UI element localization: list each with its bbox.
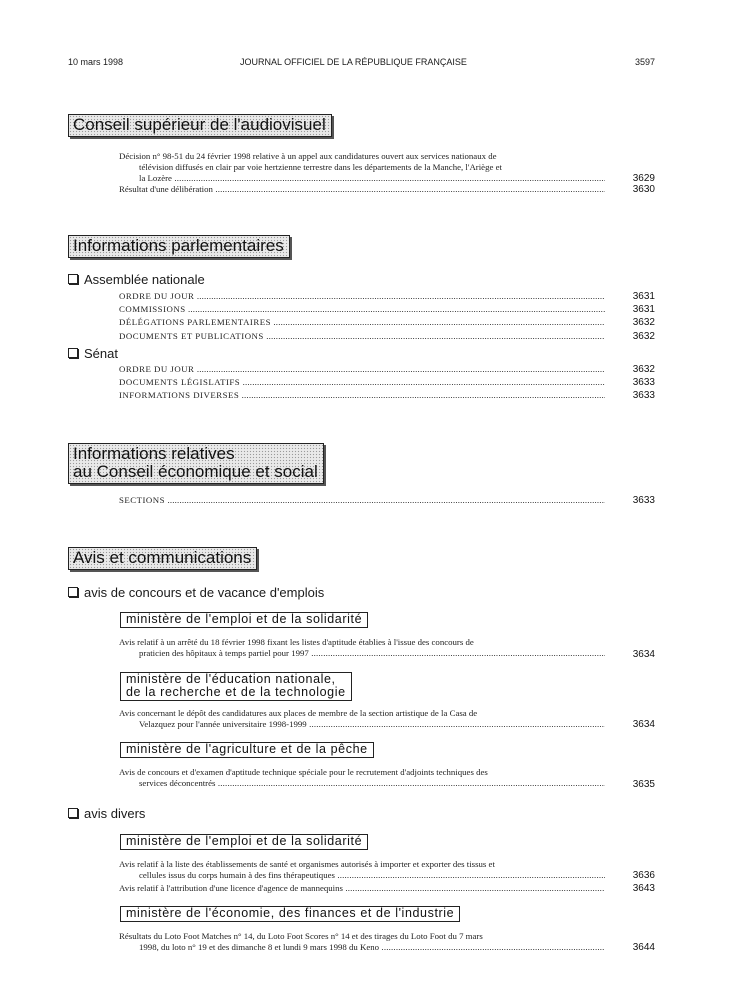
toc-entry xyxy=(119,151,605,184)
checkbox-bullet-icon xyxy=(68,587,78,597)
entry-line: DOCUMENTS LÉGISLATIFS ..... xyxy=(119,377,605,388)
entry-line: Avis relatif à un arrêté du 18 février 1998 fixant les listes d'aptitude établies à l'issue des concours de xyxy=(119,637,474,647)
entry-line: Résultat d'une délibération ..... xyxy=(119,184,605,195)
entry-line: Velazquez pour l'année universitaire 1998-1999 ..... xyxy=(119,719,605,730)
category-label: Sénat xyxy=(84,346,118,361)
ministry-name: de la recherche et de la technologie xyxy=(126,685,346,699)
page-ref: 3632 xyxy=(632,317,655,328)
section-title: Avis et communications xyxy=(73,548,252,567)
page-ref: 3629 xyxy=(632,173,655,184)
toc-entry xyxy=(119,331,605,342)
section-title-line: Informations relatives xyxy=(73,444,235,463)
entry-line: la Lozère ..... xyxy=(119,173,605,184)
toc-entry xyxy=(119,495,605,506)
entry-line: Avis concernant le dépôt des candidatures aux places de membre de la section artistique de la Casa de xyxy=(119,708,478,718)
toc-entry xyxy=(119,184,605,195)
category-heading-assemblee xyxy=(68,272,205,287)
entry-line: INFORMATIONS DIVERSES ..... xyxy=(119,390,605,401)
section-title-line: au Conseil économique et social xyxy=(73,462,318,481)
toc-entry xyxy=(119,883,605,894)
page-ref: 3631 xyxy=(632,291,655,302)
page-ref: 3643 xyxy=(632,883,655,894)
toc-entry xyxy=(119,390,605,401)
entry-line: Décision n° 98-51 du 24 février 1998 relative à un appel aux candidatures ouvert aux services nationaux de xyxy=(119,151,497,161)
page-ref: 3634 xyxy=(632,719,655,730)
ministry-name: ministère de l'économie, des finances et de l'industrie xyxy=(126,906,455,920)
ministry-name: ministère de l'emploi et de la solidarité xyxy=(126,612,363,626)
checkbox-bullet-icon xyxy=(68,348,78,358)
ministry-box-emploi xyxy=(120,612,368,628)
entry-line: Avis de concours et d'examen d'aptitude technique spéciale pour le recrutement d'adjoints techniques des xyxy=(119,767,488,777)
toc-entry xyxy=(119,767,605,789)
ministry-name: ministère de l'éducation nationale, xyxy=(126,672,336,686)
page-ref: 3644 xyxy=(632,942,655,953)
category-heading-divers xyxy=(68,806,145,821)
page-ref: 3634 xyxy=(632,649,655,660)
header-page-number: 3597 xyxy=(634,57,655,67)
checkbox-bullet-icon xyxy=(68,274,78,284)
section-banner-ces xyxy=(68,443,324,484)
category-label: avis de concours et de vacance d'emplois xyxy=(84,585,325,600)
section-banner-parlementaires xyxy=(68,235,290,258)
page-ref: 3633 xyxy=(632,495,655,506)
entry-line: ORDRE DU JOUR ..... xyxy=(119,364,605,375)
ministry-name: ministère de l'agriculture et de la pêche xyxy=(126,742,368,756)
checkbox-bullet-icon xyxy=(68,808,78,818)
page-ref: 3632 xyxy=(632,331,655,342)
header-date: 10 mars 1998 xyxy=(68,57,124,67)
ministry-box-education xyxy=(120,672,352,701)
category-label: avis divers xyxy=(84,806,146,821)
entry-line: 1998, du loto n° 19 et des dimanche 8 et lundi 9 mars 1998 du Keno ..... xyxy=(119,942,605,953)
entry-line: Résultats du Loto Foot Matches n° 14, du Loto Foot Scores n° 14 et des tirages du Loto Foot du 7 mars xyxy=(119,931,483,941)
page-ref: 3632 xyxy=(632,364,655,375)
page-ref: 3633 xyxy=(632,377,655,388)
toc-entry xyxy=(119,317,605,328)
ministry-name: ministère de l'emploi et de la solidarité xyxy=(126,834,363,848)
ministry-box-emploi xyxy=(120,834,368,850)
toc-entry xyxy=(119,291,605,302)
entry-line: Avis relatif à la liste des établissements de santé et organismes autorisés à importer et exporter des tissus et xyxy=(119,859,495,869)
page-ref: 3633 xyxy=(632,390,655,401)
toc-entry xyxy=(119,304,605,315)
toc-entry xyxy=(119,637,605,659)
toc-entry xyxy=(119,708,605,730)
entry-line: cellules issus du corps humain à des fins thérapeutiques ..... xyxy=(119,870,605,881)
category-heading-concours xyxy=(68,585,324,600)
section-title: Conseil supérieur de l'audiovisuel xyxy=(73,115,326,134)
entry-line: DOCUMENTS ET PUBLICATIONS ..... xyxy=(119,331,605,342)
toc-entry xyxy=(119,364,605,375)
toc-entry xyxy=(119,931,605,953)
ministry-box-agriculture xyxy=(120,742,374,758)
toc-entry xyxy=(119,377,605,388)
header-title: JOURNAL OFFICIEL DE LA RÉPUBLIQUE FRANÇAISE xyxy=(240,57,467,67)
entry-line: ORDRE DU JOUR ..... xyxy=(119,291,605,302)
category-heading-senat xyxy=(68,346,118,361)
entry-line: télévision diffusés en clair par voie hertzienne terrestre dans les départements de la Manche, l'Ariège et xyxy=(139,162,502,172)
page-ref: 3630 xyxy=(632,184,655,195)
page-ref: 3636 xyxy=(632,870,655,881)
entry-line: services déconcentrés ..... xyxy=(119,778,605,789)
ministry-box-economie xyxy=(120,906,460,922)
entry-line: COMMISSIONS ..... xyxy=(119,304,605,315)
entry-line: praticien des hôpitaux à temps partiel pour 1997 ..... xyxy=(119,648,605,659)
section-title: Informations parlementaires xyxy=(73,236,284,255)
toc-entry xyxy=(119,859,605,881)
page-ref: 3635 xyxy=(632,779,655,790)
section-banner-avis xyxy=(68,547,257,570)
category-label: Assemblée nationale xyxy=(84,272,205,287)
section-banner-csa xyxy=(68,114,332,137)
entry-line: Avis relatif à l'attribution d'une licence d'agence de mannequins ..... xyxy=(119,883,605,894)
entry-line: DÉLÉGATIONS PARLEMENTAIRES ..... xyxy=(119,317,605,328)
entry-line: SECTIONS ..... xyxy=(119,495,605,506)
page-ref: 3631 xyxy=(632,304,655,315)
